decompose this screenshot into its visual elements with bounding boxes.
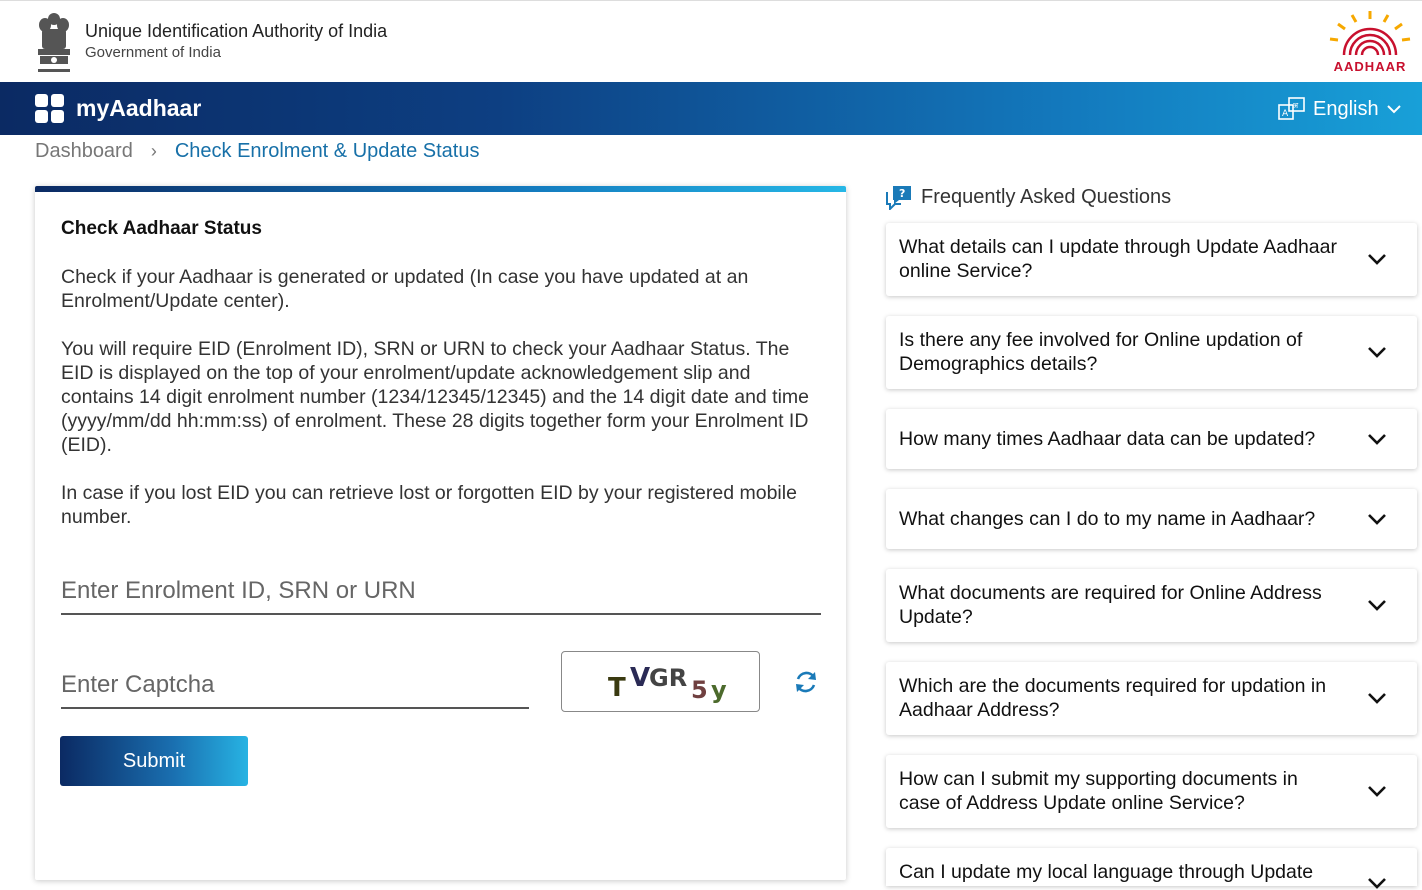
chevron-down-icon <box>1367 512 1387 526</box>
svg-text:5: 5 <box>691 676 708 704</box>
svg-text:V: V <box>630 663 651 693</box>
chevron-down-icon <box>1367 784 1387 798</box>
faq-item[interactable] <box>886 848 1417 886</box>
eid-info-paragraph: You will require EID (Enrolment ID), SRN or URN to check your Aadhaar Status. The EID is displayed on the top of your enrolment/update acknowledgement slip and contains 14 digit enrolment number (1234/12345/12345) and the 14 digit date and time (yyyy/mm/dd hh:mm:ss) of enrolment. These 28 digits together form your Enrolment ID (EID). <box>61 338 810 456</box>
aadhaar-sun-icon <box>1322 9 1418 59</box>
faq-title: Frequently Asked Questions <box>921 185 1172 208</box>
app-title[interactable]: myAadhaar <box>76 95 202 121</box>
faq-item[interactable] <box>886 316 1417 389</box>
breadcrumb <box>35 138 479 164</box>
submit-button[interactable]: Submit <box>60 736 248 786</box>
chevron-down-icon <box>1367 876 1387 890</box>
lost-eid-paragraph: In case if you lost EID you can retrieve lost or forgotten EID by your registered mobile number. <box>61 482 797 528</box>
apps-grid-icon[interactable] <box>35 94 65 124</box>
check-status-card <box>35 186 846 880</box>
national-emblem-icon <box>34 9 74 75</box>
faq-question: Is there any fee involved for Online updation of Demographics details? <box>899 329 1303 375</box>
faq-question: What details can I update through Update Aadhaar online Service? <box>899 236 1337 282</box>
language-selector[interactable] <box>1278 96 1401 122</box>
captcha-field-wrapper <box>61 663 529 709</box>
faq-item[interactable] <box>886 662 1417 735</box>
faq-item[interactable] <box>886 489 1417 549</box>
faq-question: How can I submit my supporting documents in case of Address Update online Service? <box>899 768 1298 814</box>
top-header <box>0 0 1422 82</box>
faq-item[interactable] <box>886 569 1417 642</box>
svg-text:?: ? <box>899 187 906 200</box>
breadcrumb-separator: › <box>150 140 157 161</box>
faq-question: Which are the documents required for updation in Aadhaar Address? <box>899 675 1327 721</box>
svg-text:y: y <box>711 676 727 704</box>
eid-field-wrapper <box>61 569 821 615</box>
language-label: English <box>1313 97 1379 120</box>
faq-chat-icon <box>885 184 913 210</box>
faq-question: How many times Aadhaar data can be updated? <box>899 428 1316 450</box>
org-title: Unique Identification Authority of India <box>85 21 388 41</box>
faq-item[interactable] <box>886 409 1417 469</box>
org-subtitle: Government of India <box>85 44 221 61</box>
breadcrumb-current: Check Enrolment & Update Status <box>174 139 480 162</box>
svg-text:A: A <box>1282 109 1289 119</box>
captcha-input[interactable] <box>61 663 529 707</box>
translate-icon <box>1278 97 1306 121</box>
breadcrumb-dashboard-link[interactable]: Dashboard <box>35 139 133 162</box>
faq-item[interactable] <box>886 755 1417 828</box>
chevron-down-icon <box>1367 598 1387 612</box>
card-accent-bar <box>35 186 846 192</box>
card-title: Check Aadhaar Status <box>61 218 262 239</box>
aadhaar-logo-text: AADHAAR <box>1333 59 1407 74</box>
svg-text:GR: GR <box>649 664 688 692</box>
svg-text:अ: अ <box>1292 101 1299 110</box>
chevron-down-icon <box>1367 252 1387 266</box>
navbar <box>0 82 1422 135</box>
chevron-down-icon <box>1387 104 1401 114</box>
faq-question: What documents are required for Online Address Update? <box>899 582 1322 628</box>
svg-text:T: T <box>608 673 626 703</box>
faq-item[interactable] <box>886 223 1417 296</box>
faq-header <box>885 184 1171 210</box>
eid-input[interactable] <box>61 569 821 613</box>
chevron-down-icon <box>1367 691 1387 705</box>
intro-paragraph: Check if your Aadhaar is generated or updated (In case you have updated at an Enrolment/Update center). <box>61 266 749 312</box>
chevron-down-icon <box>1367 432 1387 446</box>
aadhaar-logo[interactable] <box>1322 9 1418 77</box>
faq-question: What changes can I do to my name in Aadhaar? <box>899 508 1316 530</box>
chevron-down-icon <box>1367 345 1387 359</box>
captcha-image <box>561 651 760 712</box>
refresh-captcha-icon[interactable] <box>793 669 819 695</box>
faq-question: Can I update my local language through Update <box>899 861 1314 883</box>
